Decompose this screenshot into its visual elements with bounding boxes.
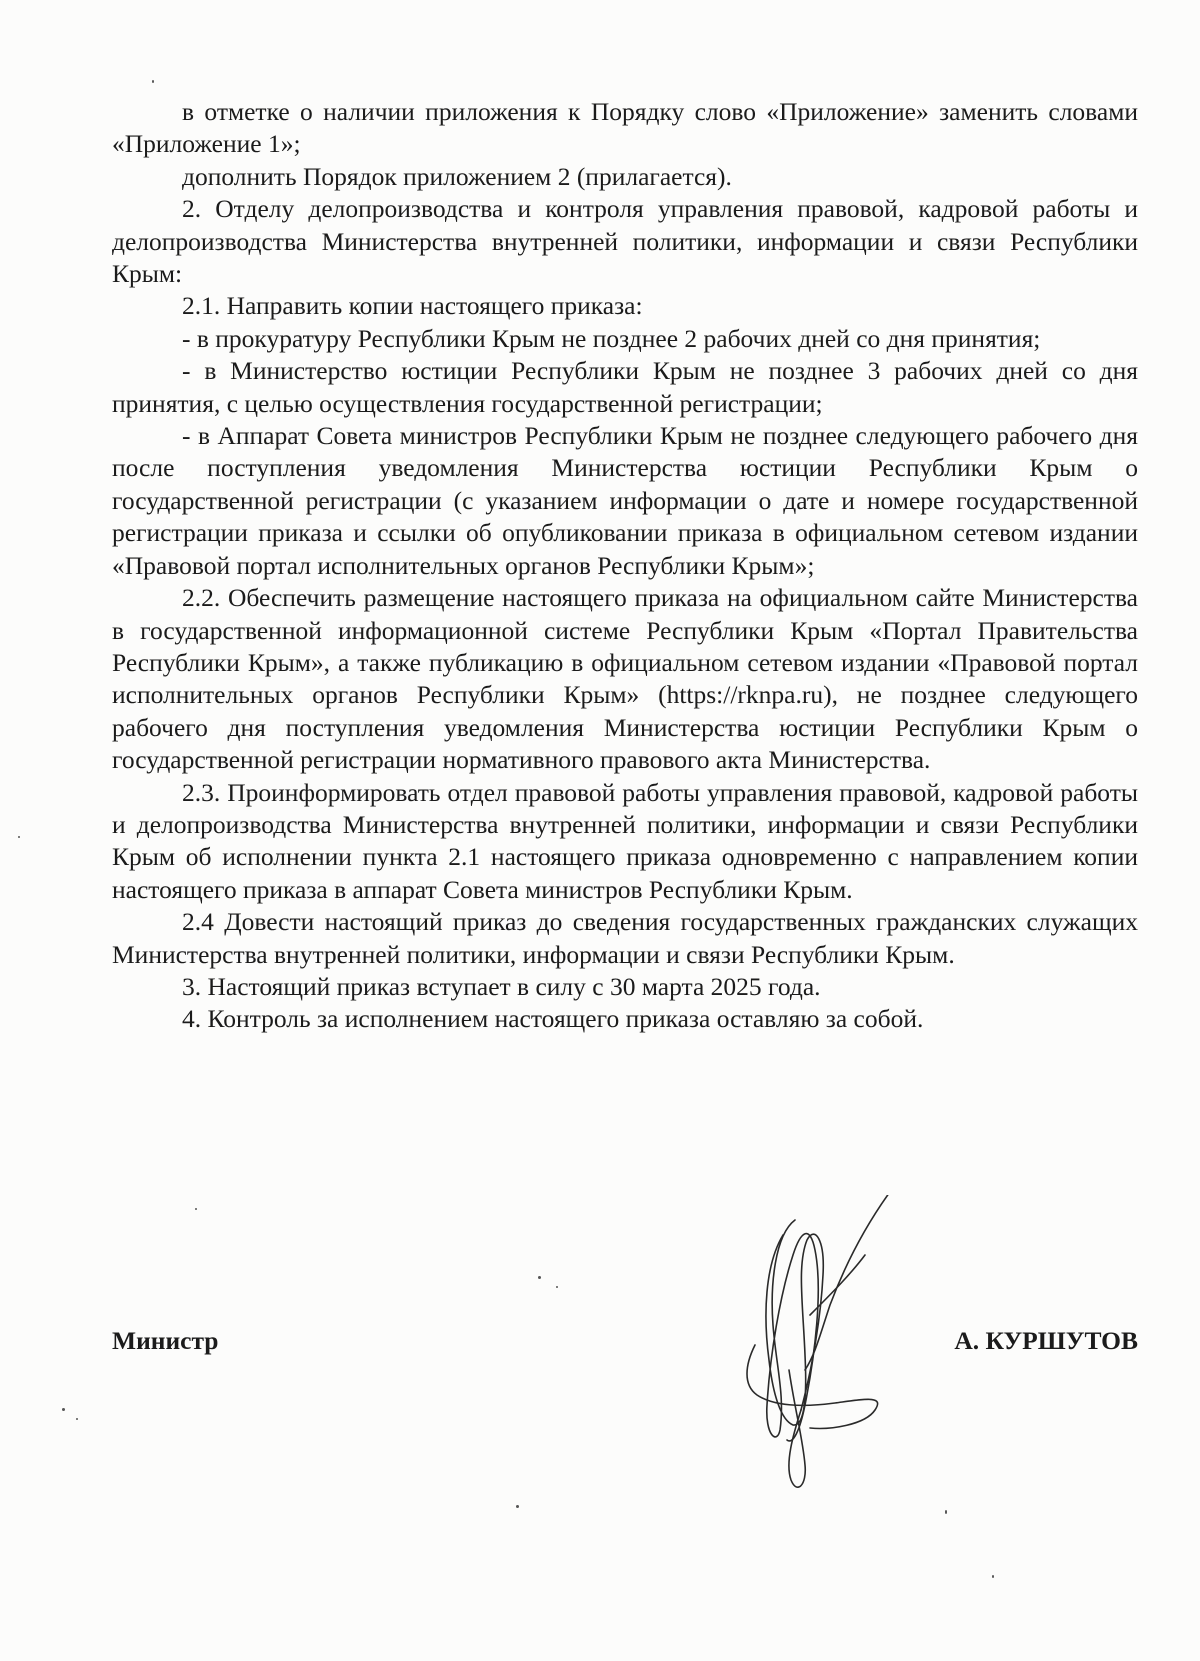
paragraph-item-2-2: 2.2. Обеспечить размещение настоящего приказа на официальном сайте Министерства в государственной информационной системе Республики Крым «Портал Правительства Республики Крым», а также публикацию в официальном сетевом издании «Правовой портал исполнительных органов Республики Крым» (https://rknpa.ru), не позднее следующего рабочего дня поступления уведомления Министерства юстиции Республики Крым о государственной регистрации нормативного правового акта Министерства.	[112, 583, 1138, 775]
paragraph-item-2-1: 2.1. Направить копии настоящего приказа:	[182, 291, 643, 321]
paragraph-item-2: 2. Отделу делопроизводства и контроля управления правовой, кадровой работы и делопроизводства Министерства внутренней политики, информации и связи Республики Крым:	[112, 194, 1138, 289]
scan-speck	[62, 1408, 65, 1411]
scan-speck	[945, 1510, 947, 1514]
document-body	[112, 96, 1138, 1036]
paragraph-prosecutor: - в прокуратуру Республики Крым не позднее 2 рабочих дней со дня принятия;	[182, 323, 1041, 353]
scan-speck	[18, 836, 20, 838]
scan-speck	[992, 1575, 994, 1578]
scan-speck	[76, 1418, 78, 1420]
paragraph-ministry-justice: - в Министерство юстиции Республики Крым не позднее 3 рабочих дней со дня принятия, с целью осуществления государственной регистрации;	[112, 356, 1138, 418]
signatory-name: А. КУРШУТОВ	[954, 1326, 1138, 1355]
paragraph-item-3: 3. Настоящий приказ вступает в силу с 30 марта 2025 года.	[182, 971, 821, 1001]
paragraph-appendix-mark: в отметке о наличии приложения к Порядку слово «Приложение» заменить словами «Приложение 1»;	[112, 97, 1138, 159]
scan-speck	[152, 80, 154, 83]
scan-speck	[195, 1208, 197, 1210]
signature-block	[112, 1326, 1138, 1366]
paragraph-item-2-3: 2.3. Проинформировать отдел правовой работы управления правовой, кадровой работы и делопроизводства Министерства внутренней политики, информации и связи Республики Крым об исполнении пункта 2.1 настоящего приказа одновременно с направлением копии настоящего приказа в аппарат Совета министров Республики Крым.	[112, 777, 1138, 904]
paragraph-add-appendix: дополнить Порядок приложением 2 (прилагается).	[182, 161, 732, 191]
signatory-title: Министр	[112, 1326, 219, 1355]
scan-speck	[516, 1505, 519, 1508]
paragraph-item-4: 4. Контроль за исполнением настоящего приказа оставляю за собой.	[182, 1004, 924, 1034]
paragraph-council-apparatus: - в Аппарат Совета министров Республики Крым не позднее следующего рабочего дня после поступления уведомления Министерства юстиции Республики Крым о государственной регистрации (с указанием информации о дате и номере государственной регистрации приказа и ссылки об опубликовании приказа в официальном сетевом издании «Правовой портал исполнительных органов Республики Крым»;	[112, 421, 1138, 580]
scan-speck	[538, 1276, 541, 1279]
scan-speck	[556, 1286, 558, 1288]
paragraph-item-2-4: 2.4 Довести настоящий приказ до сведения государственных гражданских служащих Министерства внутренней политики, информации и связи Республики Крым.	[112, 907, 1138, 969]
